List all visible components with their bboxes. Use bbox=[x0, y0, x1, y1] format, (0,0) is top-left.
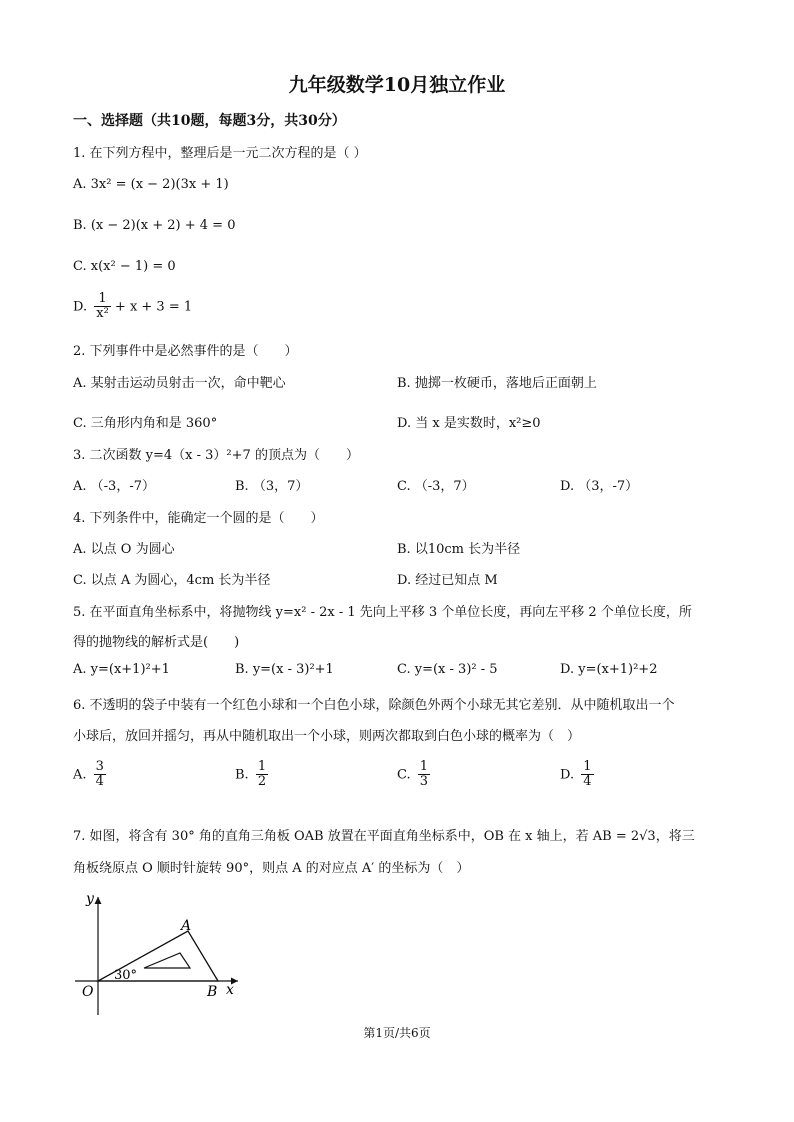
question-3-stem: 3. 二次函数 y=4（x - 3）²+7 的顶点为（ ） bbox=[73, 448, 359, 463]
question-6-stem-line1: 6. 不透明的袋子中装有一个红色小球和一个白色小球，除颜色外两个小球无其它差别．从中随机取出一个 bbox=[73, 698, 675, 713]
y-axis-label: y bbox=[86, 891, 94, 907]
fraction bbox=[256, 760, 268, 790]
page-title: 九年级数学10月独立作业 bbox=[288, 74, 506, 96]
question-7-stem-line1: 7. 如图，将含有 30° 角的直角三角板 OAB 放置在平面直角坐标系中，OB 在 x 轴上，若 AB = 2√3，将三 bbox=[73, 829, 695, 844]
x-axis-label: x bbox=[226, 982, 234, 998]
question-6-option-b bbox=[235, 760, 268, 790]
question-3-option-d: D. （3，-7） bbox=[560, 479, 639, 494]
question-1-option-b: B. (x − 2)(x + 2) + 4 = 0 bbox=[73, 218, 236, 233]
question-1-option-c: C. x(x² − 1) = 0 bbox=[73, 259, 176, 274]
question-5-stem-line2: 得的抛物线的解析式是( ) bbox=[73, 635, 240, 650]
question-3-option-b: B. （3，7） bbox=[235, 479, 309, 494]
fraction bbox=[581, 760, 593, 790]
angle-label: 30° bbox=[114, 968, 138, 983]
question-4-stem: 4. 下列条件中，能确定一个圆的是（ ） bbox=[73, 511, 324, 526]
question-5-option-b: B. y=(x - 3)²+1 bbox=[235, 662, 334, 677]
option-label: D. bbox=[560, 767, 575, 783]
question-4-option-c: C. 以点 A 为圆心，4cm 长为半径 bbox=[73, 573, 271, 588]
question-6-option-a bbox=[73, 760, 106, 790]
question-2-stem: 2. 下列事件中是必然事件的是（ ） bbox=[73, 344, 298, 359]
option-label: C. bbox=[397, 767, 411, 783]
question-1-stem: 1. 在下列方程中，整理后是一元二次方程的是（ ） bbox=[73, 146, 367, 161]
fraction-denominator: 2 bbox=[257, 774, 267, 790]
question-6-stem-line2: 小球后，放回并摇匀，再从中随机取出一个小球，则两次都取到白色小球的概率为（ ） bbox=[73, 729, 581, 744]
question-2-option-a: A. 某射击运动员射击一次，命中靶心 bbox=[73, 376, 286, 391]
question-7-stem-line2: 角板绕原点 O 顺时针旋转 90°，则点 A 的对应点 A′ 的坐标为（ ） bbox=[73, 861, 470, 876]
fraction-numerator: 1 bbox=[94, 292, 111, 307]
question-5-stem-line1: 5. 在平面直角坐标系中，将抛物线 y=x² - 2x - 1 先向上平移 3 个单位长度，再向左平移 2 个单位长度，所 bbox=[73, 605, 692, 620]
option-label: D. bbox=[73, 299, 88, 315]
question-4-option-a: A. 以点 O 为圆心 bbox=[73, 542, 175, 557]
fraction-denominator: 4 bbox=[583, 774, 592, 790]
point-b-label: B bbox=[207, 984, 218, 1000]
question-5-option-c: C. y=(x - 3)² - 5 bbox=[397, 662, 498, 677]
question-6-option-c bbox=[397, 760, 430, 790]
question-2-option-d: D. 当 x 是实数时，x²≥0 bbox=[397, 416, 541, 431]
question-4-option-b: B. 以10cm 长为半径 bbox=[397, 542, 521, 557]
fraction-denominator: 4 bbox=[95, 774, 104, 790]
origin-label: O bbox=[82, 984, 94, 1000]
option-expression: + x + 3 = 1 bbox=[114, 299, 193, 315]
fraction-numerator: 1 bbox=[583, 759, 592, 774]
question-1-option-d bbox=[73, 292, 192, 322]
fraction-numerator: 3 bbox=[95, 759, 104, 774]
fraction bbox=[418, 760, 430, 790]
question-3-option-a: A. （-3，-7） bbox=[73, 479, 155, 494]
question-6-option-d bbox=[560, 760, 594, 790]
section-heading: 一、选择题（共10题，每题3分，共30分） bbox=[73, 113, 346, 129]
option-label: B. bbox=[235, 767, 249, 783]
question-3-option-c: C. （-3，7） bbox=[397, 479, 475, 494]
inner-triangle-cutout bbox=[144, 953, 190, 968]
point-a-label: A bbox=[181, 918, 192, 934]
question-2-option-b: B. 抛掷一枚硬币，落地后正面朝上 bbox=[397, 376, 597, 391]
question-4-option-d: D. 经过已知点 M bbox=[397, 573, 498, 588]
fraction-numerator: 1 bbox=[419, 759, 429, 774]
fraction bbox=[94, 760, 106, 790]
triangle-coordinate-figure bbox=[70, 885, 250, 1025]
fraction-numerator: 1 bbox=[257, 759, 267, 774]
fraction-denominator: 3 bbox=[419, 774, 429, 790]
option-label: A. bbox=[73, 767, 87, 783]
question-1-option-a: A. 3x² = (x − 2)(3x + 1) bbox=[73, 177, 229, 192]
question-2-option-c: C. 三角形内角和是 360° bbox=[73, 416, 218, 431]
fraction-denominator: x² bbox=[96, 306, 109, 322]
page-footer: 第1页/共6页 bbox=[363, 1026, 431, 1040]
question-5-option-d: D. y=(x+1)²+2 bbox=[560, 662, 658, 677]
question-5-option-a: A. y=(x+1)²+1 bbox=[73, 662, 170, 677]
fraction bbox=[94, 292, 111, 322]
